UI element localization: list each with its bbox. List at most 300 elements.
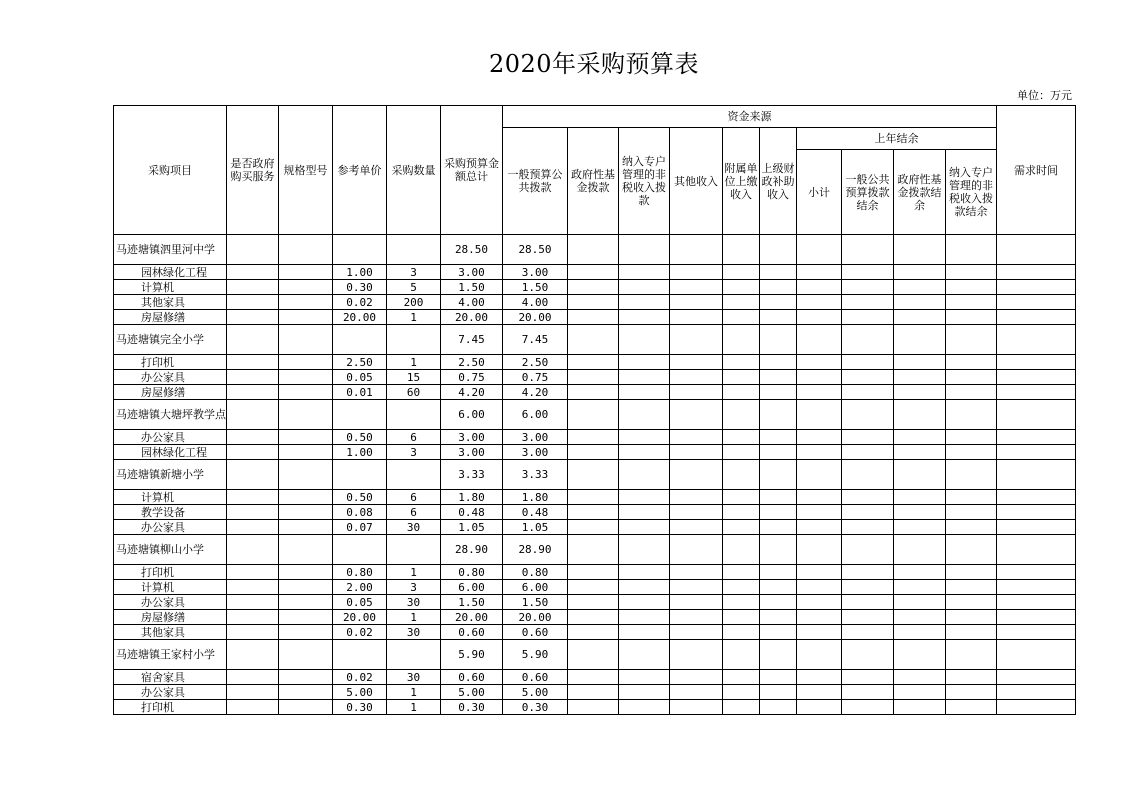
cell-spec: [279, 565, 333, 580]
header-demand-time: 需求时间: [997, 106, 1076, 235]
cell-empty: [670, 265, 723, 280]
cell-empty: [842, 490, 894, 505]
cell-gov-service: [227, 490, 279, 505]
cell-empty: [723, 310, 760, 325]
cell-empty: [670, 565, 723, 580]
cell-empty: [619, 370, 670, 385]
cell-empty: [760, 625, 797, 640]
cell-empty: [946, 325, 997, 355]
cell-empty: [997, 235, 1076, 265]
cell-empty: [797, 520, 842, 535]
header-item: 采购项目: [114, 106, 227, 235]
cell-empty: [760, 400, 797, 430]
cell-empty: [894, 625, 946, 640]
cell-empty: [842, 400, 894, 430]
cell-empty: [997, 565, 1076, 580]
cell-quantity: 200: [387, 295, 441, 310]
cell-gov-service: [227, 295, 279, 310]
cell-quantity: 3: [387, 445, 441, 460]
cell-total: 3.33: [441, 460, 503, 490]
cell-empty: [619, 565, 670, 580]
cell-empty: [723, 490, 760, 505]
cell-empty: [670, 535, 723, 565]
cell-empty: [723, 355, 760, 370]
cell-quantity: 6: [387, 505, 441, 520]
cell-empty: [568, 430, 619, 445]
cell-empty: [997, 430, 1076, 445]
cell-empty: [619, 235, 670, 265]
cell-empty: [946, 520, 997, 535]
cell-unit-price: 0.05: [333, 595, 387, 610]
cell-spec: [279, 280, 333, 295]
header-gov-fund: 政府性基金拨款: [568, 128, 619, 235]
cell-item-name: 宿舍家具: [114, 670, 227, 685]
cell-empty: [997, 685, 1076, 700]
cell-empty: [568, 670, 619, 685]
cell-empty: [946, 505, 997, 520]
cell-spec: [279, 400, 333, 430]
cell-item-name: 马迹塘镇王家村小学: [114, 640, 227, 670]
cell-empty: [946, 385, 997, 400]
cell-empty: [723, 640, 760, 670]
cell-empty: [946, 310, 997, 325]
cell-item-name: 打印机: [114, 355, 227, 370]
cell-total: 4.20: [441, 385, 503, 400]
cell-empty: [997, 520, 1076, 535]
header-unit-price: 参考单价: [333, 106, 387, 235]
cell-empty: [997, 505, 1076, 520]
cell-unit-price: [333, 535, 387, 565]
cell-item-name: 马迹塘镇柳山小学: [114, 535, 227, 565]
cell-gov-service: [227, 685, 279, 700]
cell-unit-price: [333, 640, 387, 670]
cell-total: 6.00: [441, 580, 503, 595]
cell-gov-service: [227, 460, 279, 490]
cell-empty: [997, 370, 1076, 385]
cell-empty: [842, 280, 894, 295]
cell-quantity: 30: [387, 520, 441, 535]
cell-empty: [797, 430, 842, 445]
cell-gov-service: [227, 310, 279, 325]
table-row: [114, 505, 1076, 520]
cell-spec: [279, 235, 333, 265]
cell-empty: [894, 265, 946, 280]
cell-empty: [797, 670, 842, 685]
cell-total: 0.48: [441, 505, 503, 520]
cell-empty: [760, 295, 797, 310]
header-quantity: 采购数量: [387, 106, 441, 235]
cell-empty: [568, 370, 619, 385]
cell-general-budget: 1.50: [503, 280, 568, 295]
cell-gov-service: [227, 400, 279, 430]
cell-unit-price: [333, 400, 387, 430]
table-row: [114, 595, 1076, 610]
group-row: [114, 325, 1076, 355]
cell-empty: [568, 385, 619, 400]
group-row: [114, 400, 1076, 430]
cell-empty: [946, 355, 997, 370]
cell-quantity: 60: [387, 385, 441, 400]
header-other-income: 其他收入: [670, 128, 723, 235]
cell-quantity: 1: [387, 355, 441, 370]
cell-empty: [670, 280, 723, 295]
cell-empty: [997, 445, 1076, 460]
cell-empty: [797, 490, 842, 505]
cell-unit-price: 0.30: [333, 280, 387, 295]
cell-empty: [797, 310, 842, 325]
cell-unit-price: 2.50: [333, 355, 387, 370]
cell-item-name: 办公家具: [114, 370, 227, 385]
cell-empty: [946, 460, 997, 490]
cell-empty: [619, 640, 670, 670]
cell-total: 5.00: [441, 685, 503, 700]
cell-empty: [760, 505, 797, 520]
cell-empty: [619, 460, 670, 490]
cell-gov-service: [227, 580, 279, 595]
cell-gov-service: [227, 565, 279, 580]
cell-empty: [842, 445, 894, 460]
cell-empty: [723, 325, 760, 355]
cell-general-budget: 2.50: [503, 355, 568, 370]
cell-empty: [723, 295, 760, 310]
cell-item-name: 马迹塘镇泗里河中学: [114, 235, 227, 265]
table-row: [114, 520, 1076, 535]
cell-empty: [997, 595, 1076, 610]
cell-empty: [670, 640, 723, 670]
cell-empty: [723, 595, 760, 610]
cell-empty: [797, 535, 842, 565]
cell-general-budget: 7.45: [503, 325, 568, 355]
cell-empty: [568, 325, 619, 355]
cell-empty: [568, 280, 619, 295]
cell-empty: [997, 400, 1076, 430]
table-row: [114, 385, 1076, 400]
table-row: [114, 580, 1076, 595]
cell-empty: [670, 430, 723, 445]
cell-empty: [568, 265, 619, 280]
cell-total: 0.75: [441, 370, 503, 385]
cell-empty: [760, 385, 797, 400]
cell-general-budget: 6.00: [503, 580, 568, 595]
cell-empty: [619, 580, 670, 595]
cell-empty: [568, 580, 619, 595]
cell-empty: [842, 640, 894, 670]
cell-unit-price: 20.00: [333, 610, 387, 625]
cell-item-name: 房屋修缮: [114, 385, 227, 400]
cell-empty: [670, 310, 723, 325]
cell-empty: [946, 265, 997, 280]
cell-empty: [619, 505, 670, 520]
cell-gov-service: [227, 640, 279, 670]
cell-empty: [723, 685, 760, 700]
cell-empty: [723, 520, 760, 535]
cell-total: 5.90: [441, 640, 503, 670]
cell-empty: [894, 325, 946, 355]
cell-gov-service: [227, 280, 279, 295]
cell-empty: [723, 670, 760, 685]
cell-empty: [842, 460, 894, 490]
cell-empty: [760, 325, 797, 355]
budget-table: [113, 105, 1076, 715]
cell-empty: [842, 430, 894, 445]
cell-empty: [670, 445, 723, 460]
cell-unit-price: 1.00: [333, 445, 387, 460]
cell-empty: [842, 265, 894, 280]
cell-empty: [997, 580, 1076, 595]
header-general-budget: 一般预算公共拨款: [503, 128, 568, 235]
cell-empty: [670, 325, 723, 355]
cell-gov-service: [227, 325, 279, 355]
cell-unit-price: 5.00: [333, 685, 387, 700]
cell-empty: [946, 700, 997, 715]
cell-empty: [946, 295, 997, 310]
cell-empty: [797, 385, 842, 400]
cell-empty: [723, 610, 760, 625]
cell-item-name: 计算机: [114, 580, 227, 595]
cell-item-name: 房屋修缮: [114, 310, 227, 325]
cell-quantity: [387, 640, 441, 670]
cell-empty: [760, 670, 797, 685]
cell-empty: [946, 685, 997, 700]
cell-empty: [894, 460, 946, 490]
table-row: [114, 310, 1076, 325]
cell-empty: [723, 235, 760, 265]
cell-empty: [760, 490, 797, 505]
group-row: [114, 640, 1076, 670]
cell-spec: [279, 385, 333, 400]
cell-item-name: 马迹塘镇新塘小学: [114, 460, 227, 490]
table-row: [114, 700, 1076, 715]
cell-empty: [842, 370, 894, 385]
cell-spec: [279, 445, 333, 460]
cell-quantity: 1: [387, 310, 441, 325]
cell-empty: [619, 610, 670, 625]
cell-empty: [670, 295, 723, 310]
cell-empty: [842, 580, 894, 595]
cell-empty: [619, 265, 670, 280]
cell-unit-price: 20.00: [333, 310, 387, 325]
table-row: [114, 610, 1076, 625]
cell-unit-price: 0.50: [333, 430, 387, 445]
cell-empty: [568, 610, 619, 625]
cell-empty: [894, 490, 946, 505]
cell-empty: [760, 370, 797, 385]
table-row: [114, 280, 1076, 295]
cell-empty: [997, 670, 1076, 685]
cell-empty: [723, 565, 760, 580]
cell-empty: [760, 565, 797, 580]
cell-spec: [279, 640, 333, 670]
cell-empty: [568, 700, 619, 715]
cell-gov-service: [227, 520, 279, 535]
cell-quantity: 30: [387, 595, 441, 610]
cell-spec: [279, 430, 333, 445]
cell-total: 3.00: [441, 445, 503, 460]
cell-total: 7.45: [441, 325, 503, 355]
cell-total: 0.60: [441, 625, 503, 640]
cell-empty: [760, 355, 797, 370]
cell-empty: [894, 535, 946, 565]
cell-empty: [619, 400, 670, 430]
cell-empty: [797, 595, 842, 610]
cell-general-budget: 4.00: [503, 295, 568, 310]
cell-empty: [797, 700, 842, 715]
cell-unit-price: 2.00: [333, 580, 387, 595]
cell-empty: [670, 520, 723, 535]
header-affiliated: 附属单位上缴收入: [723, 128, 760, 235]
cell-quantity: 30: [387, 625, 441, 640]
cell-empty: [670, 595, 723, 610]
cell-empty: [619, 685, 670, 700]
cell-empty: [619, 445, 670, 460]
cell-empty: [760, 310, 797, 325]
cell-total: 0.60: [441, 670, 503, 685]
cell-spec: [279, 370, 333, 385]
cell-empty: [670, 505, 723, 520]
cell-quantity: [387, 460, 441, 490]
table-row: [114, 490, 1076, 505]
cell-item-name: 计算机: [114, 280, 227, 295]
cell-empty: [760, 460, 797, 490]
cell-empty: [568, 400, 619, 430]
cell-empty: [946, 400, 997, 430]
cell-total: 28.90: [441, 535, 503, 565]
cell-quantity: [387, 535, 441, 565]
cell-empty: [797, 580, 842, 595]
cell-total: 3.00: [441, 265, 503, 280]
cell-empty: [797, 325, 842, 355]
cell-empty: [797, 265, 842, 280]
cell-empty: [568, 490, 619, 505]
cell-spec: [279, 325, 333, 355]
cell-unit-price: 0.07: [333, 520, 387, 535]
header-spec: 规格型号: [279, 106, 333, 235]
cell-gov-service: [227, 445, 279, 460]
cell-empty: [946, 580, 997, 595]
table-row: [114, 565, 1076, 580]
cell-spec: [279, 460, 333, 490]
cell-spec: [279, 595, 333, 610]
cell-empty: [760, 520, 797, 535]
cell-spec: [279, 505, 333, 520]
cell-empty: [568, 460, 619, 490]
header-special-balance: 纳入专户管理的非税收入拨款结余: [946, 150, 997, 235]
cell-empty: [797, 685, 842, 700]
table-row: [114, 265, 1076, 280]
table-row: [114, 445, 1076, 460]
cell-item-name: 办公家具: [114, 595, 227, 610]
cell-empty: [842, 610, 894, 625]
cell-gov-service: [227, 610, 279, 625]
cell-empty: [760, 595, 797, 610]
cell-item-name: 其他家具: [114, 625, 227, 640]
cell-empty: [723, 265, 760, 280]
cell-empty: [797, 625, 842, 640]
cell-empty: [894, 385, 946, 400]
table-row: [114, 355, 1076, 370]
cell-empty: [568, 640, 619, 670]
cell-total: 0.80: [441, 565, 503, 580]
cell-empty: [723, 505, 760, 520]
table-body: [114, 235, 1076, 715]
cell-unit-price: 0.05: [333, 370, 387, 385]
cell-total: 20.00: [441, 610, 503, 625]
cell-total: 28.50: [441, 235, 503, 265]
cell-empty: [797, 280, 842, 295]
cell-unit-price: [333, 325, 387, 355]
cell-total: 1.80: [441, 490, 503, 505]
cell-empty: [894, 370, 946, 385]
cell-empty: [997, 355, 1076, 370]
cell-total: 6.00: [441, 400, 503, 430]
cell-spec: [279, 490, 333, 505]
cell-empty: [760, 700, 797, 715]
cell-empty: [842, 235, 894, 265]
cell-empty: [568, 685, 619, 700]
cell-empty: [670, 490, 723, 505]
cell-general-budget: 0.80: [503, 565, 568, 580]
cell-gov-service: [227, 625, 279, 640]
cell-empty: [842, 700, 894, 715]
cell-empty: [946, 280, 997, 295]
cell-empty: [760, 580, 797, 595]
cell-empty: [842, 295, 894, 310]
cell-gov-service: [227, 370, 279, 385]
cell-empty: [842, 355, 894, 370]
cell-empty: [797, 295, 842, 310]
cell-empty: [894, 400, 946, 430]
cell-empty: [670, 400, 723, 430]
cell-empty: [670, 370, 723, 385]
cell-item-name: 其他家具: [114, 295, 227, 310]
cell-empty: [619, 430, 670, 445]
cell-spec: [279, 295, 333, 310]
cell-empty: [670, 700, 723, 715]
cell-empty: [946, 535, 997, 565]
cell-item-name: 教学设备: [114, 505, 227, 520]
cell-gov-service: [227, 535, 279, 565]
header-subtotal: 小计: [797, 150, 842, 235]
cell-empty: [568, 235, 619, 265]
cell-empty: [619, 520, 670, 535]
cell-empty: [842, 325, 894, 355]
cell-total: 2.50: [441, 355, 503, 370]
cell-general-budget: 1.50: [503, 595, 568, 610]
cell-empty: [997, 385, 1076, 400]
cell-empty: [619, 670, 670, 685]
cell-quantity: 3: [387, 265, 441, 280]
cell-empty: [946, 430, 997, 445]
cell-empty: [619, 625, 670, 640]
cell-empty: [894, 565, 946, 580]
cell-spec: [279, 625, 333, 640]
cell-empty: [894, 685, 946, 700]
cell-empty: [723, 625, 760, 640]
cell-unit-price: 0.02: [333, 295, 387, 310]
cell-empty: [997, 535, 1076, 565]
cell-item-name: 打印机: [114, 565, 227, 580]
table-row: [114, 370, 1076, 385]
cell-general-budget: 0.60: [503, 670, 568, 685]
cell-empty: [568, 505, 619, 520]
cell-item-name: 打印机: [114, 700, 227, 715]
cell-empty: [894, 280, 946, 295]
cell-empty: [619, 310, 670, 325]
cell-empty: [760, 235, 797, 265]
cell-empty: [619, 295, 670, 310]
cell-empty: [842, 535, 894, 565]
cell-quantity: 3: [387, 580, 441, 595]
